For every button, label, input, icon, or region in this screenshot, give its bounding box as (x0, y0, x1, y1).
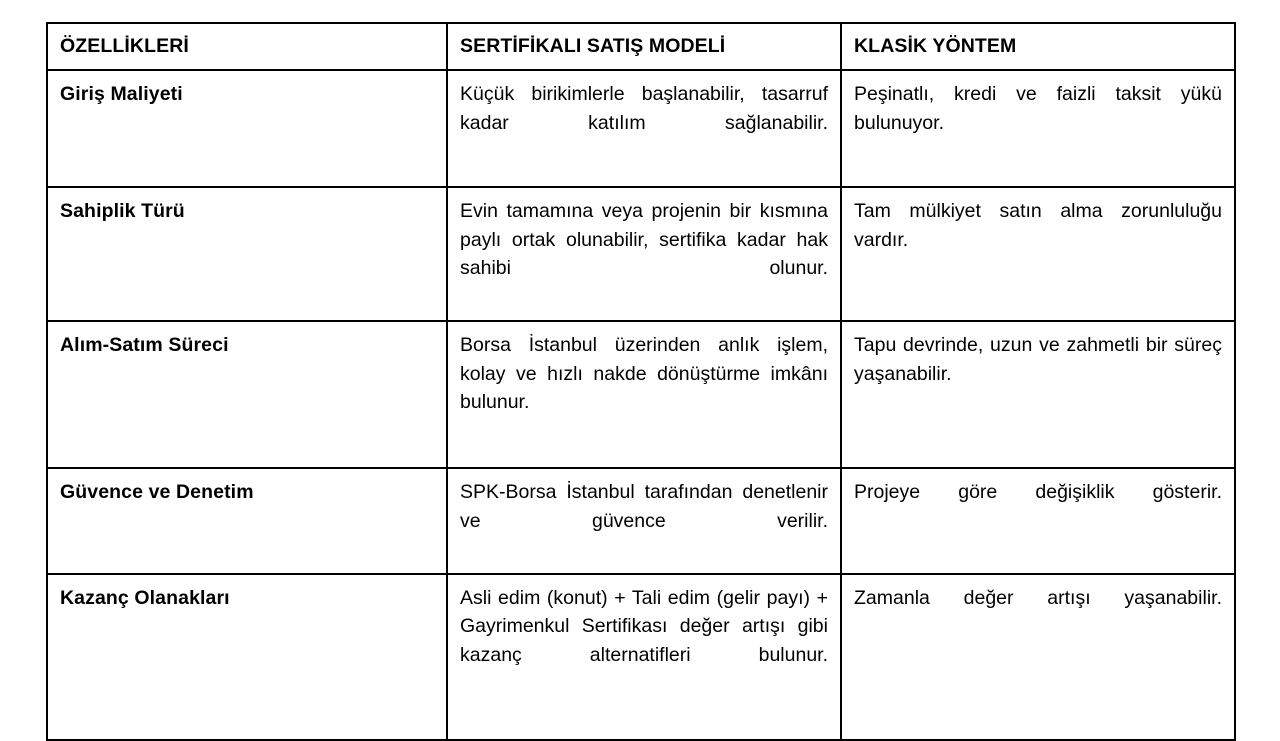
cell-text: Projeye göre değişiklik gösterir. (854, 481, 1222, 504)
row-feature-label: Alım-Satım Süreci (47, 321, 447, 468)
row-classic-value (841, 187, 1235, 321)
table-row (47, 574, 1235, 740)
row-certified-value (447, 574, 841, 740)
cell-text: SPK-Borsa İstanbul tarafından denetlenir ve güvence verilir. (460, 481, 828, 532)
cell-text: Küçük birikimlerle başlanabilir, tasarruf kadar katılım sağlanabilir. (460, 83, 828, 134)
table-row (47, 468, 1235, 574)
row-certified-value (447, 187, 841, 321)
row-certified-value (447, 321, 841, 468)
table-row (47, 70, 1235, 187)
column-header-features: ÖZELLİKLERİ (47, 23, 447, 70)
row-classic-value (841, 70, 1235, 187)
row-certified-value (447, 468, 841, 574)
column-header-certified-sales-model: SERTİFİKALI SATIŞ MODELİ (447, 23, 841, 70)
table-header (47, 23, 1235, 70)
comparison-table (46, 22, 1236, 741)
row-feature-label: Sahiplik Türü (47, 187, 447, 321)
row-feature-label: Kazanç Olanakları (47, 574, 447, 740)
cell-text: Tapu devrinde, uzun ve zahmetli bir süreç yaşanabilir. (854, 334, 1222, 385)
cell-text: Zamanla değer artışı yaşanabilir. (854, 587, 1222, 610)
row-classic-value (841, 321, 1235, 468)
cell-text: Asli edim (konut) + Tali edim (gelir payı) + Gayrimenkul Sertifikası değer artışı gibi kazanç alternatifleri bulunur. (460, 587, 828, 666)
row-certified-value (447, 70, 841, 187)
table-row (47, 321, 1235, 468)
table-row (47, 187, 1235, 321)
cell-text: Evin tamamına veya projenin bir kısmına paylı ortak olunabilir, sertifika kadar hak sahibi olunur. (460, 200, 828, 279)
table-header-row (47, 23, 1235, 70)
column-header-classic-method: KLASİK YÖNTEM (841, 23, 1235, 70)
row-feature-label: Giriş Maliyeti (47, 70, 447, 187)
row-feature-label: Güvence ve Denetim (47, 468, 447, 574)
cell-text: Borsa İstanbul üzerinden anlık işlem, kolay ve hızlı nakde dönüştürme imkânı bulunur. (460, 334, 828, 413)
row-classic-value (841, 468, 1235, 574)
cell-text: Peşinatlı, kredi ve faizli taksit yükü bulunuyor. (854, 83, 1222, 134)
table-body (47, 70, 1235, 740)
cell-text: Tam mülkiyet satın alma zorunluluğu vardır. (854, 200, 1222, 251)
row-classic-value (841, 574, 1235, 740)
